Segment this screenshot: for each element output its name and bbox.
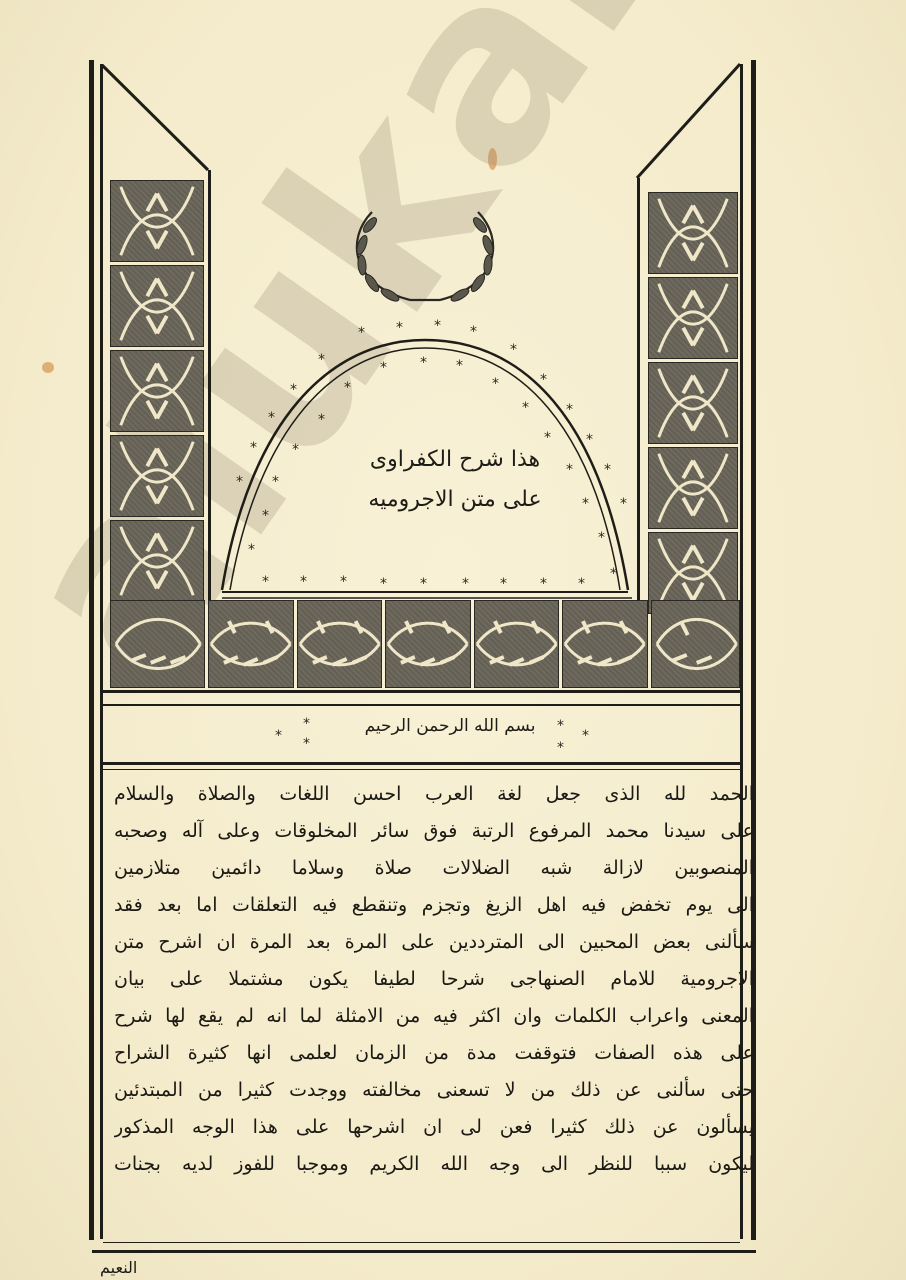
leaf-tile [648, 362, 738, 444]
right-ornament-column [648, 192, 738, 614]
leaf-tile [648, 192, 738, 274]
basmala-star: * [275, 728, 282, 744]
rule-bottom [92, 1250, 756, 1253]
leaf-tile [110, 180, 204, 262]
body-text [114, 776, 754, 1183]
text-line: المعنى واعراب الكلمات وان اكثر فيه من الامثلة لما انه لم يقع لها شرح [114, 1005, 754, 1027]
left-ornament-column [110, 180, 204, 602]
text-line: حتى سألنى عن ذلك من لا تسعنى مخالفته ووجدت كثيرا من المبتدئين [114, 1079, 754, 1101]
text-line: على هذه الصفات فتوقفت مدة من الزمان لعلمى انها كثيرة الشراح [114, 1042, 754, 1064]
leaf-tile [648, 447, 738, 529]
book-title [330, 440, 580, 520]
text-line: على سيدنا محمد المرفوع الرتبة فوق سائر المخلوقات وعلى آله وصحبه [114, 820, 754, 842]
basmala-star: * [557, 718, 564, 734]
frame-left-outer [89, 60, 94, 1240]
ink-stain [488, 148, 497, 170]
rule-bottom-thin [103, 1242, 740, 1243]
leaf-tile [562, 600, 647, 688]
leaf-tile [110, 265, 204, 347]
text-line: ليكون سببا للنظر الى وجه الله الكريم وموجبا للفوز لديه بجنات [114, 1153, 754, 1175]
basmala-star: * [303, 716, 310, 732]
leaf-tile [651, 600, 740, 688]
leaf-tile [385, 600, 470, 688]
leaf-tile [297, 600, 382, 688]
title-line-1: هذا شرح الكفراوى [369, 447, 541, 472]
text-line: يسألون عن ذلك كثيرا فعن لى ان اشرحها على هذا الوجه المذكور [114, 1116, 754, 1138]
leaf-tile [110, 435, 204, 517]
text-line: المنصوبين لازالة شبه الضلالات صلاة وسلاما دائمين متلازمين [114, 857, 754, 879]
leaf-tile [110, 600, 205, 688]
left-pillar-edge [208, 170, 211, 600]
leaf-tile [474, 600, 559, 688]
text-line: سألنى بعض المحبين الى المترددين على المرة بعد المرة ان اشرح متن [114, 931, 754, 953]
text-line: الى يوم تخفض فيه اهل الزيغ وتجزم وتنقطع فيه التعلقات اما بعد فقد [114, 894, 754, 916]
leaf-tile [208, 600, 293, 688]
text-line: الحمد لله الذى جعل لغة العرب احسن اللغات والصلاة والسلام [114, 783, 754, 805]
basmala-star: * [303, 736, 310, 752]
rule-below-basmala-thin [103, 769, 740, 770]
rule-below-basmala [103, 762, 740, 765]
rule-above-basmala [103, 704, 740, 706]
right-pillar-edge [637, 178, 640, 600]
leaf-tile [648, 277, 738, 359]
ink-stain [42, 362, 54, 373]
catchword: النعيم [100, 1258, 138, 1277]
bottom-ornament-row [110, 600, 740, 688]
title-line-2: على متن الاجروميه [368, 487, 542, 512]
frame-left-inner [100, 64, 103, 1239]
leaf-tile [110, 520, 204, 602]
basmala: بسم الله الرحمن الرحيم [364, 716, 536, 736]
basmala-star: * [557, 740, 564, 756]
leaf-tile [110, 350, 204, 432]
rule-below-ornament [103, 690, 740, 693]
text-line: الاجرومية للامام الصنهاجى شرحا لطيفا يكون مشتملا على بيان [114, 968, 754, 990]
basmala-star: * [582, 728, 589, 744]
